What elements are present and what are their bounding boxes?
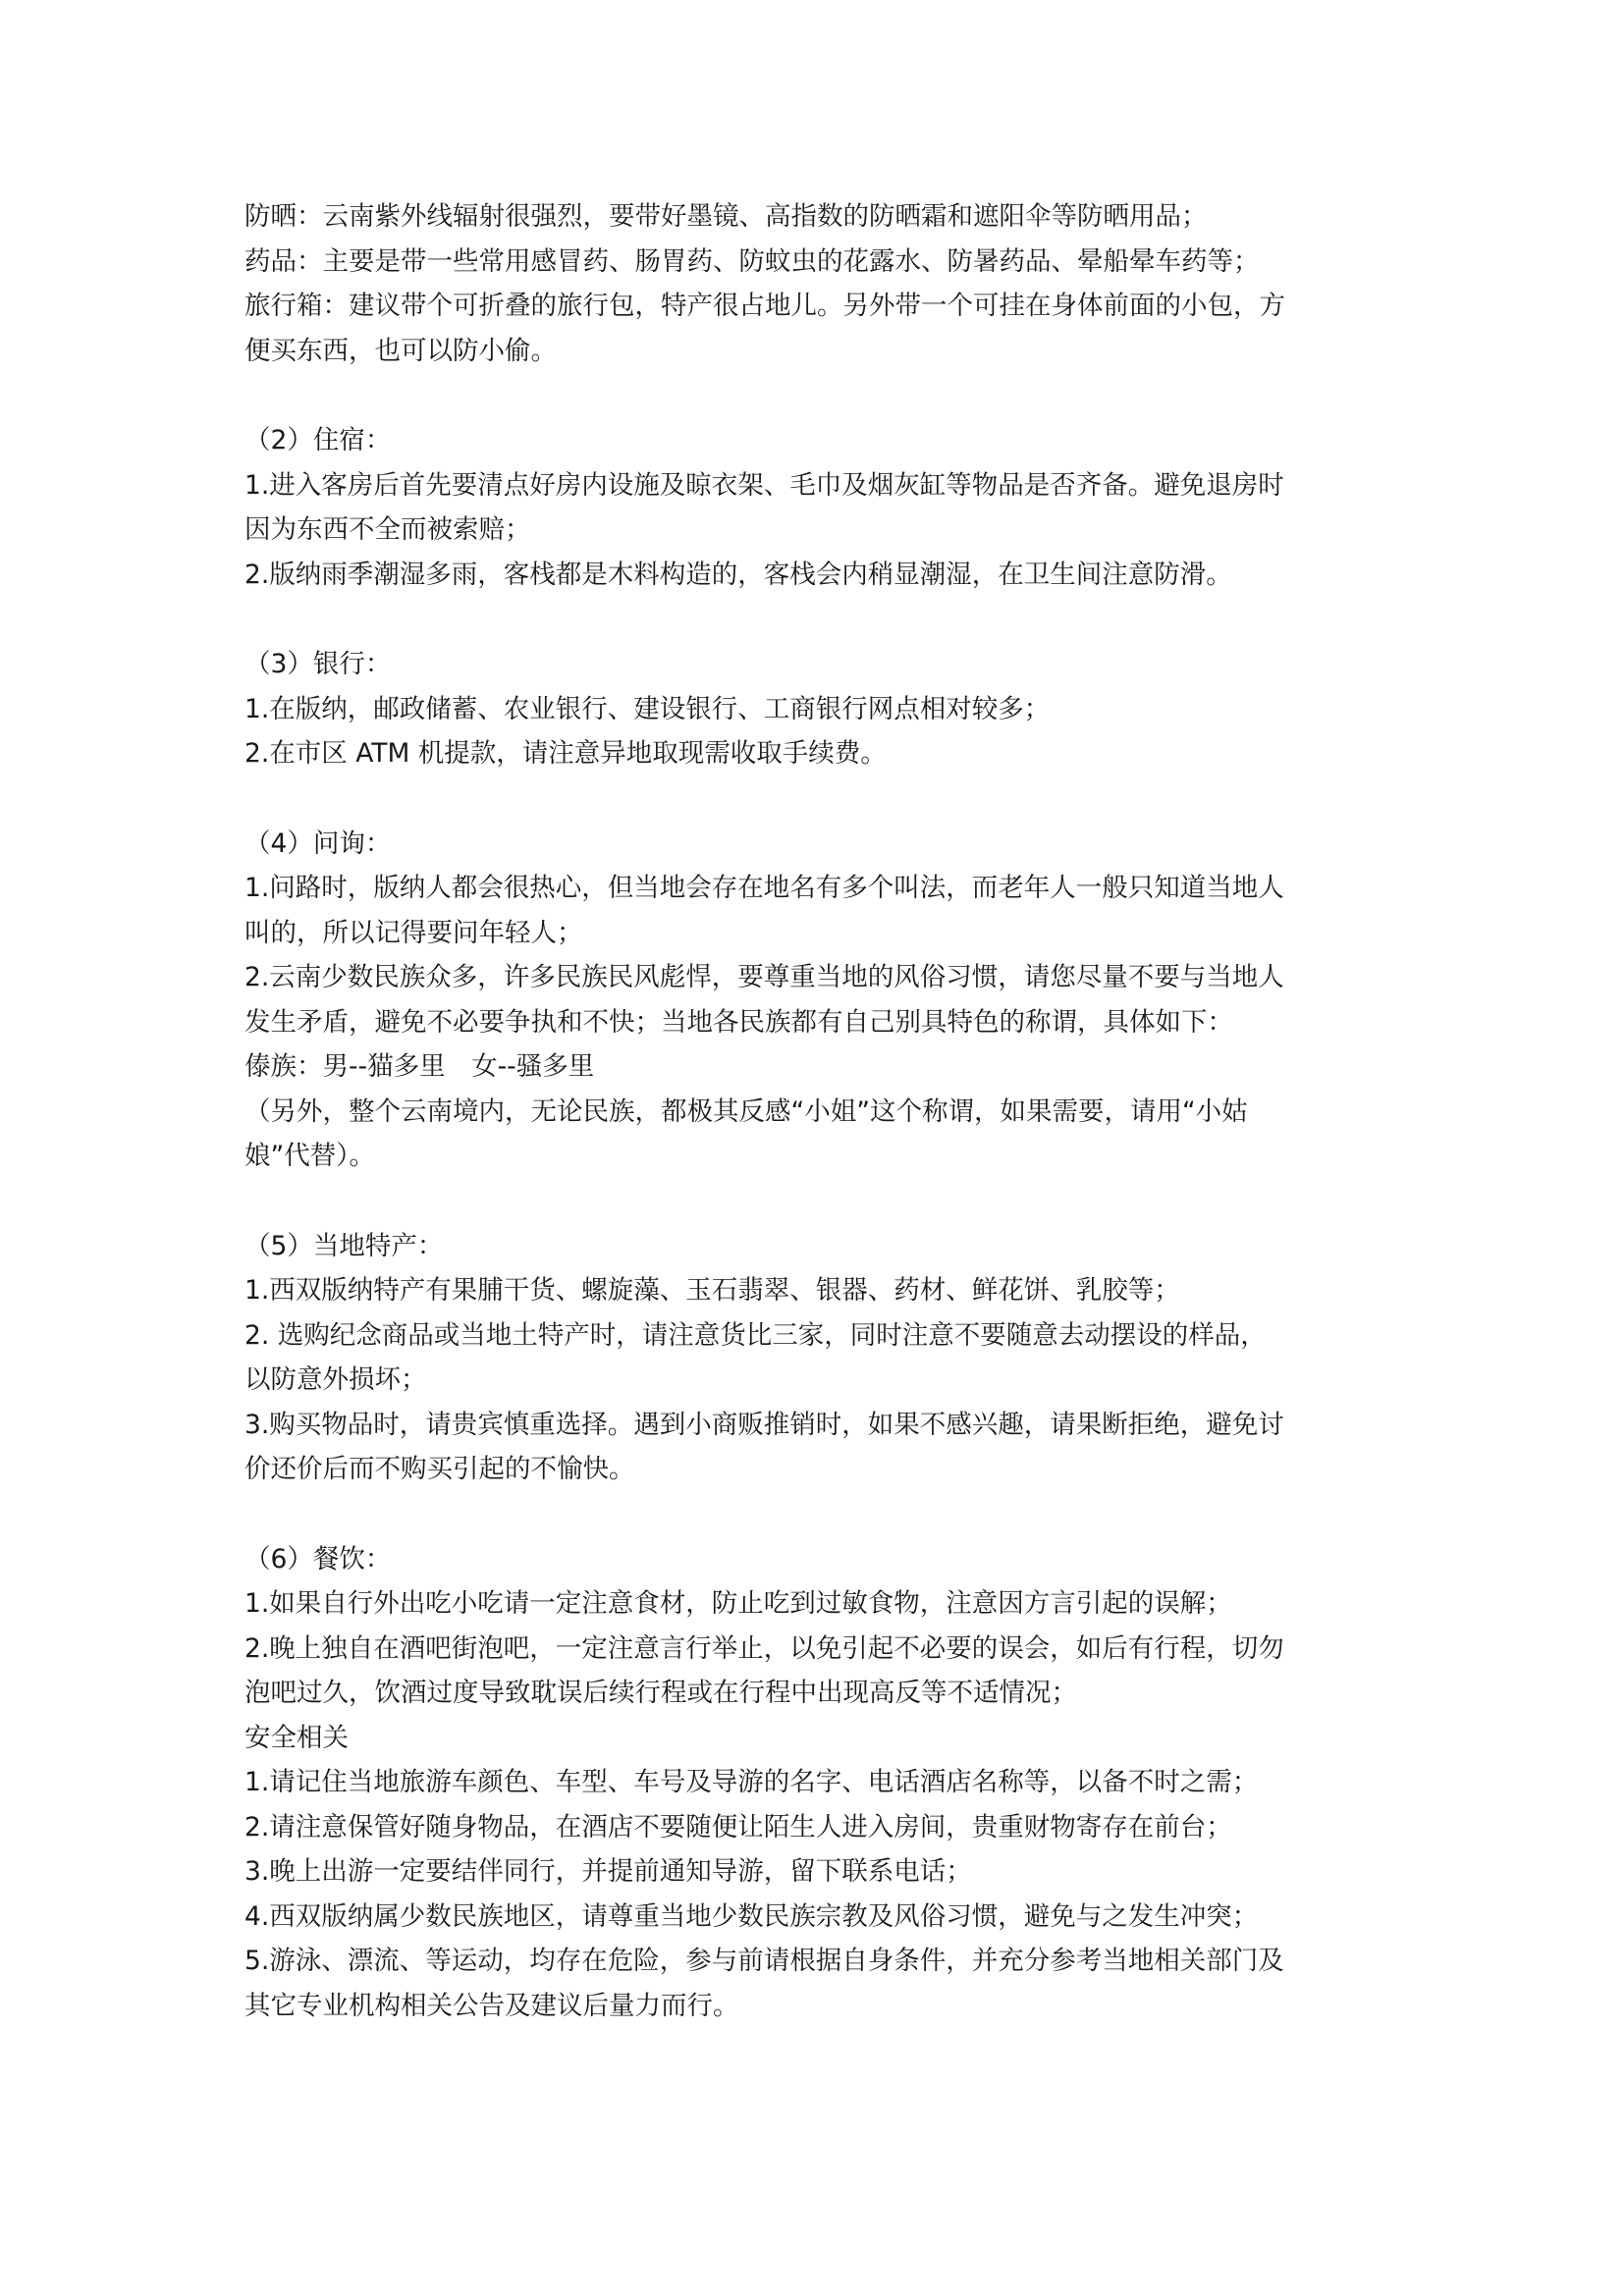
section-line: 2.请注意保管好随身物品，在酒店不要随便让陌生人进入房间，贵重财物寄存在前台； bbox=[244, 1811, 1232, 1842]
dining-section bbox=[244, 1537, 1403, 1716]
section-line: 叫的，所以记得要问年轻人； bbox=[244, 917, 583, 948]
section-line: 因为东西不全而被索赔； bbox=[244, 514, 531, 545]
section-line: 1.在版纳，邮政储蓄、农业银行、建设银行、工商银行网点相对较多； bbox=[244, 693, 1051, 724]
section-line: 发生矛盾，避免不必要争执和不快；当地各民族都有自己别具特色的称谓，具体如下： bbox=[244, 1006, 1233, 1038]
section-heading: （6）餐饮： bbox=[244, 1543, 392, 1575]
section-line: 1.问路时，版纳人都会很热心，但当地会存在地名有多个叫法，而老年人一般只知道当地人 bbox=[244, 873, 1284, 903]
section-line: 2.晚上独自在酒吧街泡吧，一定注意言行举止，以免引起不必要的误会，如后有行程，切勿 bbox=[244, 1632, 1284, 1664]
inquiry-section bbox=[244, 822, 1403, 1179]
section-line: 5.游泳、漂流、等运动，均存在危险，参与前请根据自身条件，并充分参考当地相关部门及 bbox=[244, 1946, 1284, 1976]
section-heading: （3）银行： bbox=[244, 649, 392, 679]
section-line: 3.购买物品时，请贵宾慎重选择。遇到小商贩推销时，如果不感兴趣，请果断拒绝，避免讨 bbox=[244, 1409, 1284, 1440]
section-line: 其它专业机构相关公告及建议后量力而行。 bbox=[244, 1990, 739, 2021]
section-heading: （2）住宿： bbox=[244, 425, 392, 455]
packing-line: 旅行箱：建议带个可折叠的旅行包，特产很占地儿。另外带一个可挂在身体前面的小包，方 bbox=[244, 291, 1285, 321]
section-line: 傣族：男--猫多里 女--骚多里 bbox=[244, 1051, 595, 1082]
section-line: 以防意外损坏； bbox=[244, 1364, 427, 1395]
lodging-section bbox=[244, 418, 1403, 597]
section-heading: （5）当地特产： bbox=[244, 1230, 444, 1261]
section-line: 1.西双版纳特产有果脯干货、螺旋藻、玉石翡翠、银器、药材、鲜花饼、乳胶等； bbox=[244, 1275, 1180, 1306]
section-line: （另外，整个云南境内，无论民族，都极其反感“小姐”这个称谓，如果需要，请用“小姑 bbox=[244, 1095, 1248, 1127]
section-line: 娘”代替）。 bbox=[244, 1141, 375, 1171]
specialty-section bbox=[244, 1224, 1403, 1492]
packing-line: 药品：主要是带一些常用感冒药、肠胃药、防蚊虫的花露水、防暑药品、晕船晕车药等； bbox=[244, 245, 1260, 277]
section-line: 4.西双版纳属少数民族地区，请尊重当地少数民族宗教及风俗习惯，避免与之发生冲突； bbox=[244, 1900, 1259, 1932]
section-heading: 安全相关 bbox=[244, 1722, 349, 1753]
section-line: 2.版纳雨季潮湿多雨，客栈都是木料构造的，客栈会内稍显潮湿，在卫生间注意防滑。 bbox=[244, 559, 1232, 590]
packing-line: 防晒：云南紫外线辐射很强烈，要带好墨镜、高指数的防晒霜和遮阳伞等防晒用品； bbox=[244, 201, 1208, 232]
section-line: 2.云南少数民族众多，许多民族民风彪悍，要尊重当地的风俗习惯，请您尽量不要与当地人 bbox=[244, 962, 1284, 992]
section-line: 1.如果自行外出吃小吃请一定注意食材，防止吃到过敏食物，注意因方言引起的误解； bbox=[244, 1588, 1232, 1619]
section-line: 泡吧过久，饮酒过度导致耽误后续行程或在行程中出现高反等不适情况； bbox=[244, 1678, 1077, 1708]
section-line: 3.晚上出游一定要结伴同行，并提前通知导游，留下联系电话； bbox=[244, 1856, 972, 1887]
section-line: 2. 选购纪念商品或当地土特产时，请注意货比三家，同时注意不要随意去动摆设的样品， bbox=[244, 1319, 1267, 1351]
packing-line: 便买东西，也可以防小偷。 bbox=[244, 335, 557, 366]
packing-section bbox=[244, 194, 1403, 373]
section-line: 价还价后而不购买引起的不愉快。 bbox=[244, 1454, 635, 1484]
safety-section bbox=[244, 1716, 1403, 2029]
document-page bbox=[244, 194, 1403, 2028]
bank-section bbox=[244, 642, 1403, 776]
section-heading: （4）问询： bbox=[244, 828, 392, 859]
section-line: 1.请记住当地旅游车颜色、车型、车号及导游的名字、电话酒店名称等，以备不时之需； bbox=[244, 1767, 1259, 1797]
section-line: 1.进入客房后首先要清点好房内设施及晾衣架、毛巾及烟灰缸等物品是否齐备。避免退房时 bbox=[244, 469, 1284, 501]
section-line: 2.在市区 ATM 机提款，请注意异地取现需收取手续费。 bbox=[244, 738, 887, 769]
